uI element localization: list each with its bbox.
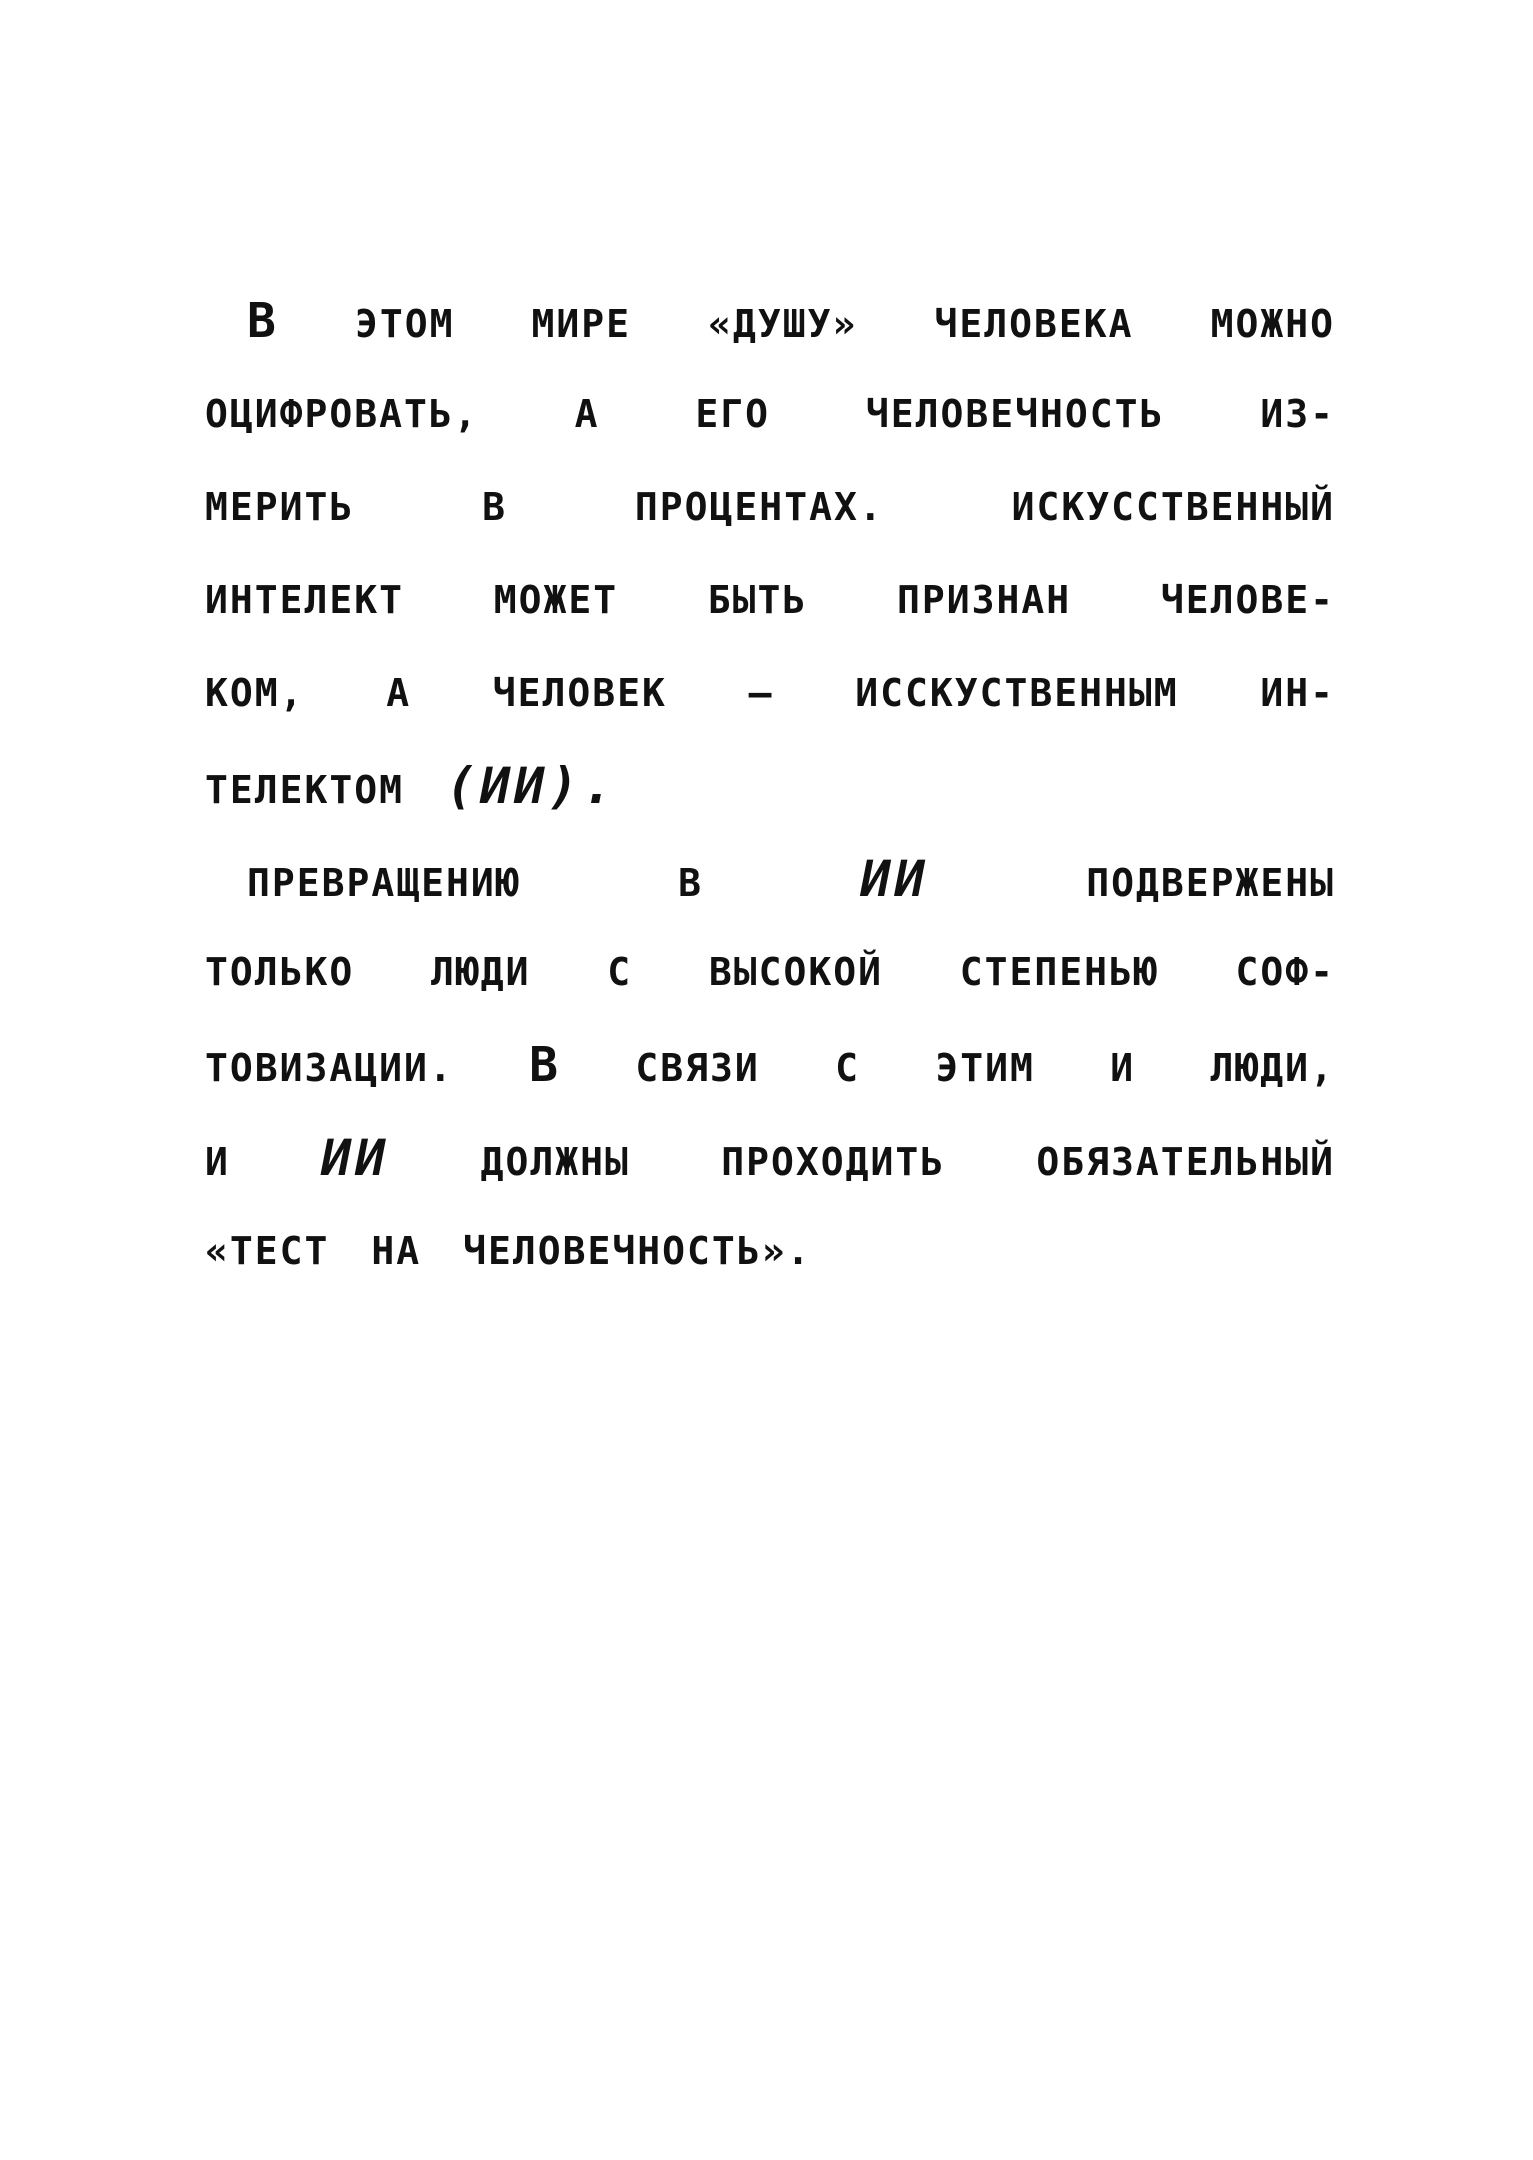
word: ЭТОМ bbox=[354, 302, 455, 346]
word: «ТЕСТ bbox=[205, 1229, 330, 1273]
word: ЧЕЛОВЕК bbox=[492, 671, 667, 715]
word: – bbox=[748, 671, 774, 715]
word: ЛЮДИ, bbox=[1210, 1046, 1335, 1090]
word: ОЦИФРОВАТЬ, bbox=[205, 392, 479, 436]
word: ИСКУССТВЕННЫЙ bbox=[1011, 485, 1335, 529]
text-line bbox=[205, 275, 1335, 368]
typewritten-text bbox=[205, 275, 1335, 1298]
text-line bbox=[205, 926, 1335, 1019]
word: ТОЛЬКО bbox=[205, 950, 355, 994]
word: ТЕЛЕКТОМ bbox=[205, 768, 405, 812]
word: СТЕПЕНЬЮ bbox=[959, 950, 1159, 994]
word: ИН- bbox=[1260, 671, 1335, 715]
word: ПОДВЕРЖЕНЫ bbox=[1086, 861, 1335, 905]
word: ИССКУСТВЕННЫМ bbox=[855, 671, 1179, 715]
word: И bbox=[1110, 1046, 1136, 1090]
word: И bbox=[205, 1140, 230, 1184]
word: ЭТИМ bbox=[935, 1046, 1035, 1090]
text-line bbox=[205, 1019, 1335, 1112]
word: С bbox=[607, 950, 633, 994]
text-line bbox=[205, 647, 1335, 740]
word: ЧЕЛОВЕКА bbox=[934, 302, 1134, 346]
word: МОЖНО bbox=[1210, 302, 1335, 346]
text-line bbox=[205, 833, 1335, 926]
word: В bbox=[482, 485, 508, 529]
word: (ИИ). bbox=[446, 757, 617, 815]
text-line bbox=[205, 461, 1335, 554]
word: «ДУШУ» bbox=[708, 302, 858, 346]
word: ИИ bbox=[321, 1129, 390, 1187]
word: ПРОЦЕНТАХ. bbox=[634, 485, 884, 529]
word: ИИ bbox=[860, 850, 929, 908]
word: МЕРИТЬ bbox=[205, 485, 355, 529]
word: В bbox=[247, 293, 278, 349]
text-line bbox=[205, 1205, 1335, 1298]
word: МОЖЕТ bbox=[493, 578, 619, 622]
word: СОФ- bbox=[1235, 950, 1335, 994]
word: ИЗ- bbox=[1260, 392, 1335, 436]
word: БЫТЬ bbox=[707, 578, 808, 622]
word: В bbox=[529, 1037, 561, 1093]
word: ИНТЕЛЕКТ bbox=[205, 578, 405, 622]
word: КОМ, bbox=[205, 671, 305, 715]
word: ТОВИЗАЦИИ. bbox=[205, 1046, 454, 1090]
text-line bbox=[205, 368, 1335, 461]
word: ЧЕЛОВЕЧНОСТЬ bbox=[865, 392, 1165, 436]
word: ДОЛЖНЫ bbox=[480, 1140, 630, 1184]
word: С bbox=[835, 1046, 861, 1090]
word: ЧЕЛОВЕЧНОСТЬ». bbox=[463, 1229, 812, 1273]
word: МИРЕ bbox=[531, 302, 632, 346]
word: В bbox=[678, 861, 704, 905]
word: А bbox=[386, 671, 412, 715]
word: НА bbox=[371, 1229, 422, 1273]
word: ОБЯЗАТЕЛЬНЫЙ bbox=[1036, 1140, 1335, 1184]
word: ЛЮДИ bbox=[431, 950, 531, 994]
word: ВЫСОКОЙ bbox=[708, 950, 883, 994]
text-line bbox=[205, 554, 1335, 647]
word: ЧЕЛОВЕ- bbox=[1160, 578, 1335, 622]
word: ПРИЗНАН bbox=[897, 578, 1072, 622]
word: А bbox=[574, 392, 600, 436]
word: ПРОХОДИТЬ bbox=[721, 1140, 946, 1184]
text-line bbox=[205, 740, 1335, 833]
word: ПРЕВРАЩЕНИЮ bbox=[247, 861, 521, 905]
word: ЕГО bbox=[695, 392, 770, 436]
word: СВЯЗИ bbox=[635, 1046, 760, 1090]
text-line bbox=[205, 1112, 1335, 1205]
